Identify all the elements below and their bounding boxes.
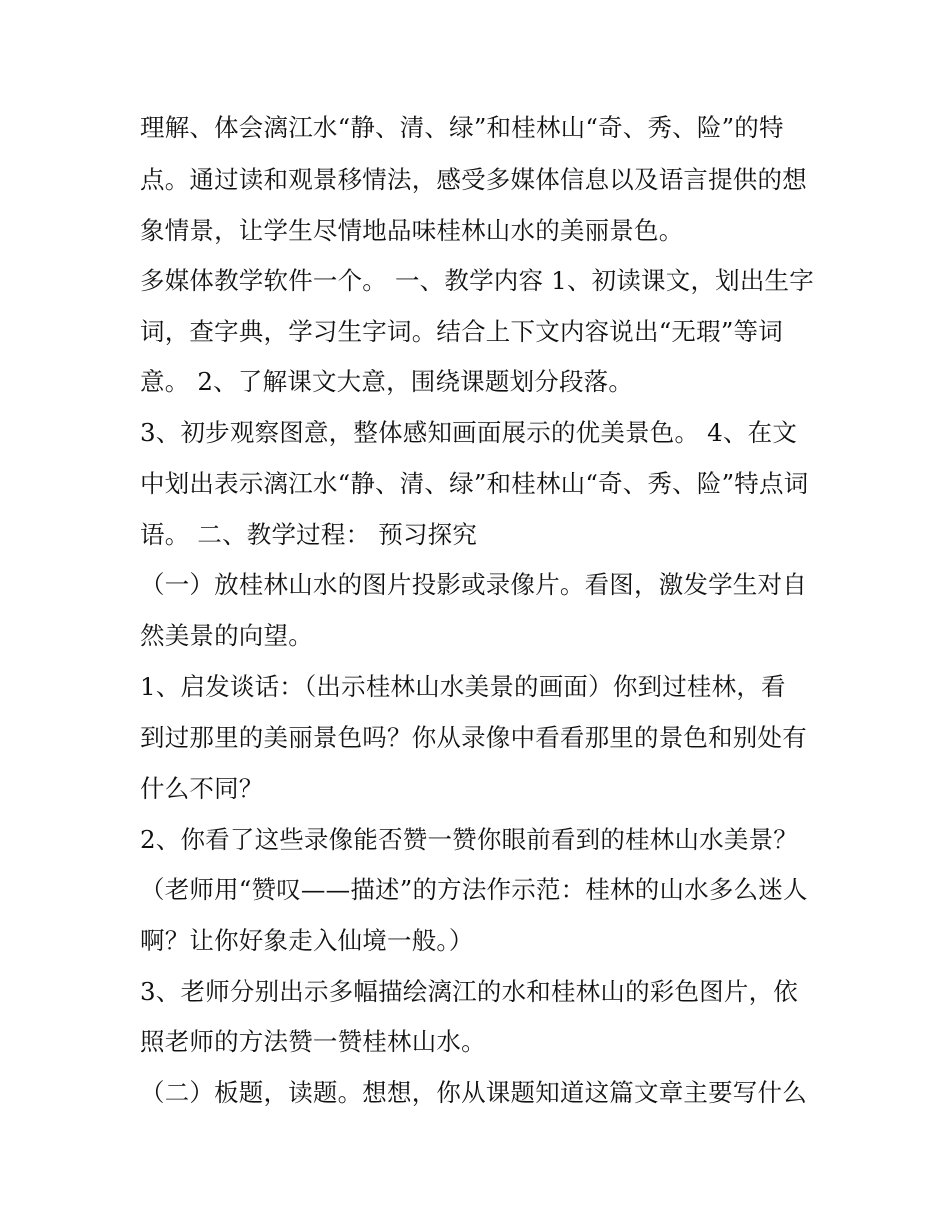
- text-line: （二）板题，读题。想想，你从课题知道这篇文章主要写什么: [140, 1078, 807, 1107]
- text-line: 2、你看了这些录像能否赞一赞你眼前看到的桂林山水美景？: [140, 825, 798, 854]
- text-line: 3、老师分别出示多幅描绘漓江的水和桂林山的彩色图片，依: [140, 977, 798, 1006]
- text-line: 意。 2、了解课文大意，围绕课题划分段落。: [140, 367, 634, 396]
- text-line: （老师用“赞叹——描述”的方法作示范：桂林的山水多么迷人: [140, 875, 808, 904]
- text-line: 啊？让你好象走入仙境一般。）: [140, 926, 474, 955]
- text-line: 照老师的方法赞一赞桂林山水。: [140, 1027, 486, 1056]
- text-line: 3、初步观察图意，整体感知画面展示的优美景色。 4、在文: [140, 418, 798, 447]
- text-line: 到过那里的美丽景色吗？你从录像中看看那里的景色和别处有: [140, 723, 807, 752]
- text-line: 语。 二、教学过程： 预习探究: [140, 520, 478, 549]
- text-line: 中划出表示漓江水“静、清、绿”和桂林山“奇、秀、险”特点词: [140, 469, 809, 498]
- text-line: 理解、体会漓江水“静、清、绿”和桂林山“奇、秀、险”的特: [140, 113, 784, 142]
- text-line: 象情景，让学生尽情地品味桂林山水的美丽景色。: [140, 216, 684, 245]
- text-line: 什么不同？: [140, 774, 264, 803]
- text-line: 多媒体教学软件一个。 一、教学内容 1、初读课文，划出生字: [140, 266, 814, 295]
- text-line: 然美景的向望。: [140, 621, 313, 650]
- text-line: 词，查字典，学习生字词。结合上下文内容说出“无瑕”等词: [140, 317, 783, 346]
- text-line: 点。通过读和观景移情法，感受多媒体信息以及语言提供的想: [140, 165, 807, 194]
- text-line: （一）放桂林山水的图片投影或录像片。看图，激发学生对自: [140, 570, 807, 599]
- text-line: 1、启发谈话：（出示桂林山水美景的画面）你到过桂林，看: [140, 672, 786, 701]
